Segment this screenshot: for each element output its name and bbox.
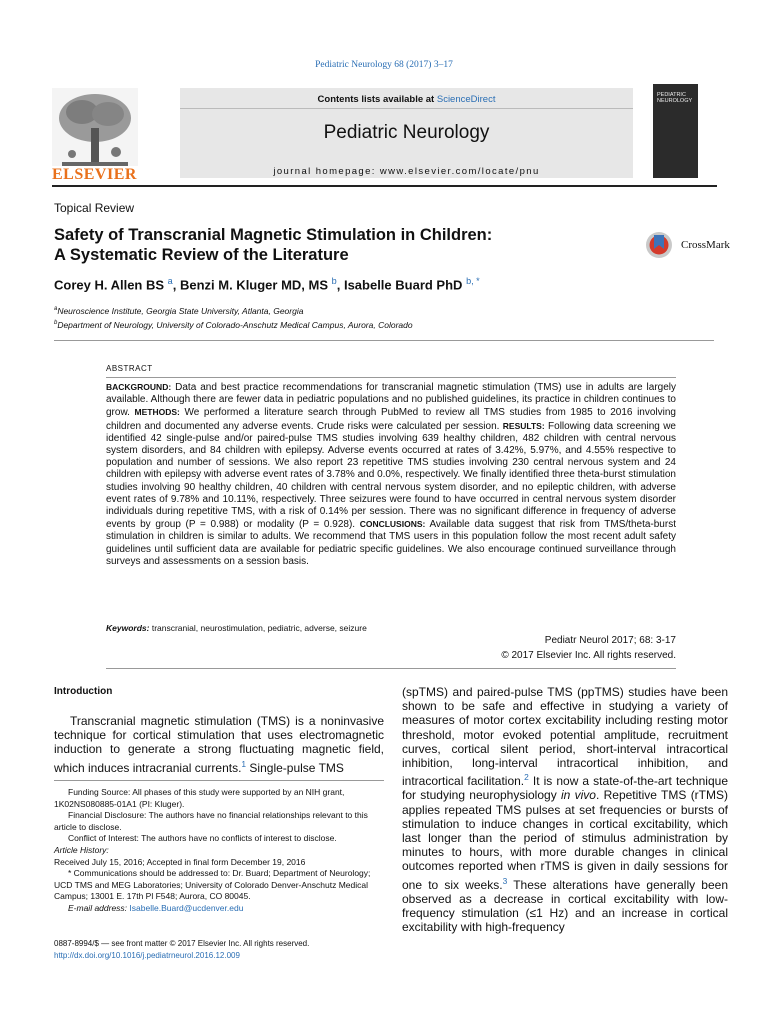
article-history-label: Article History: (54, 844, 109, 855)
article-title: Safety of Transcranial Magnetic Stimulation in Children: A Systematic Review of the Literature (54, 226, 493, 264)
keywords: Keywords: transcranial, neurostimulation, pediatric, adverse, seizure (106, 623, 367, 633)
issn-line: 0887-8994/$ — see front matter © 2017 Elsevier Inc. All rights reserved. (54, 939, 310, 948)
cover-title: PEDIATRIC NEUROLOGY (657, 92, 693, 104)
citation-block: Pediatr Neurol 2017; 68: 3-17 © 2017 Elsevier Inc. All rights reserved. (501, 635, 676, 661)
divider (106, 377, 676, 378)
doi-link[interactable]: http://dx.doi.org/10.1016/j.pediatrneurol.2016.12.009 (54, 950, 240, 960)
footnote-divider (54, 780, 384, 781)
author-name: Isabelle Buard PhD (343, 277, 463, 293)
footnotes (54, 787, 384, 915)
author-list: Corey H. Allen BS $^a$, Benzi M. Kluger MD, MS $^b$, Isabelle Buard PhD $^{b, *}$ (54, 276, 480, 293)
section-heading-introduction: Introduction (54, 686, 113, 697)
article-history: Received July 15, 2016; Accepted in final form December 19, 2016 (54, 856, 306, 867)
article-type: Topical Review (54, 201, 135, 215)
divider (106, 668, 676, 669)
header-bottom-rule (52, 185, 717, 187)
author-name: Benzi M. Kluger MD, MS (179, 277, 329, 293)
author-name: Corey H. Allen BS (54, 277, 165, 293)
header-divider (180, 108, 633, 109)
reference-link[interactable]: 2 (524, 772, 529, 783)
conflict-note: Conflict of Interest: The authors have no conflicts of interest to disclose. (68, 833, 337, 844)
divider (54, 340, 714, 341)
correspondence-note: * Communications should be addressed to: Dr. Buard; Department of Neurology; UCD TMS and MEG Laboratories; University of Colorado Denver-Anschutz Medical Campus; 13001 E. 17th Pl F548; Aurora, CO 80045. (54, 868, 371, 902)
affiliation-item: $^a$Neuroscience Institute, Georgia State University, Atlanta, Georgia (54, 305, 304, 316)
journal-cover-thumbnail (653, 84, 698, 178)
journal-homepage[interactable]: journal homepage: www.elsevier.com/locate/pnu (273, 166, 540, 177)
reference-link[interactable]: 1 (241, 758, 247, 769)
reference-link[interactable]: 3 (502, 875, 508, 886)
crossmark-icon[interactable] (645, 231, 679, 259)
author-affiliation-marker[interactable]: b, * (466, 276, 480, 286)
elsevier-wordmark: ELSEVIER (52, 166, 137, 183)
affiliation-item: $^b$Department of Neurology, University of Colorado-Anschutz Medical Campus, Aurora, Colorado (54, 320, 413, 331)
email-link[interactable]: Isabelle.Buard@ucdenver.edu (129, 902, 244, 913)
bottom-info (54, 938, 309, 961)
crossmark-label[interactable]: CrossMark (681, 239, 730, 251)
contents-available-line: Contents lists available at ScienceDirect (317, 94, 496, 105)
affiliations (54, 303, 413, 332)
abstract-text: BACKGROUND: Data and best practice recommendations for transcranial magnetic stimulation (TMS) use in adults are largely available. Although there are fewer data in pediatric populations and no published guidelines, its practice in children continues to grow. METHODS: We performed a literature search through PubMed to review all TMS studies from 1985 to 2016 involving children and documented any adverse events. Crude risks were calculated per session. RESULTS: Following data screening we identified 42 single-pulse and/or paired-pulse TMS studies involving 639 healthy children, 482 children with central nervous system disorders, and 84 children with epilepsy. Adverse events occurred at rates of 3.42%, 5.97%, and 4.55% respective to population and number of sessions. We also report 23 repetitive TMS studies involving 230 central nervous system and 24 children with epilepsy with adverse event rates of 3.78% and 0.0%, respectively. We finally identified three theta-burst stimulation studies involving 90 healthy children, 40 children with central nervous system disorder, and no epileptic children, with adverse event rates of 9.78% and 10.11%, respectively. Three seizures were found to have occurred in central nervous system disorder individuals during repetitive TMS, with a risk of 0.14% per session. There was no significant difference in frequency of adverse events by group (P = 0.988) or modality (P = 0.928). CONCLUSIONS: Available data suggest that risk from TMS/theta-burst stimulation in children is similar to adults. We recommend that TMS users in this population follow the most recent adult safety guidelines until sufficient data are available for pediatric specific guidelines. We also encourage continued surveillance through surveys and assessments on a session basis. (106, 382, 676, 567)
author-affiliation-marker[interactable]: b (331, 276, 337, 286)
abstract-heading: ABSTRACT (106, 364, 153, 373)
journal-name: Pediatric Neurology (323, 122, 490, 143)
sciencedirect-link[interactable]: ScienceDirect (436, 94, 496, 105)
email-line: E-mail address: Isabelle.Buard@ucdenver.edu (68, 902, 244, 913)
author-affiliation-marker[interactable]: a (167, 276, 173, 286)
funding-note: Funding Source: All phases of this study were supported by an NIH grant, 1K02NS080885-01A1 (PI: Kluger). (54, 787, 345, 809)
disclosure-note: Financial Disclosure: The authors have no financial relationships relevant to this article to disclose. (54, 810, 368, 832)
body-column-right: (spTMS) and paired-pulse TMS (ppTMS) studies have been shown to be safe and effective in studying a variety of measures of motor cortex excitability including resting motor threshold, motor evoked potential amplitude, recruitment curves, cortical silent period, short-interval intracortical inhibition, long-interval intracortical inhibition, and intracortical facilitation.$^2$ It is now a state-of-the-art technique for studying neurophysiology in vivo. Repetitive TMS (rTMS) applies repeated TMS pulses at set frequencies or bursts of stimulation to induce changes in cortical excitability, which last longer than the period of stimulus administration by minutes to hours, with more durable changes in clinical outcomes reported when rTMS is given in daily sessions for one to six weeks.$^3$ These alterations have generally been observed as a decrease in cortical excitability with low-frequency stimulation (≤1 Hz) and an increase in cortical excitability with high-frequency (402, 685, 729, 935)
body-column-left: Transcranial magnetic stimulation (TMS) is a noninvasive technique for cortical stimulation that uses electromagnetic induction to generate a strong fluctuating magnetic field, which induces intracranial currents.$^1$ Single-pulse TMS (54, 714, 384, 775)
journal-citation-link[interactable]: Pediatric Neurology 68 (2017) 3–17 (315, 60, 453, 70)
